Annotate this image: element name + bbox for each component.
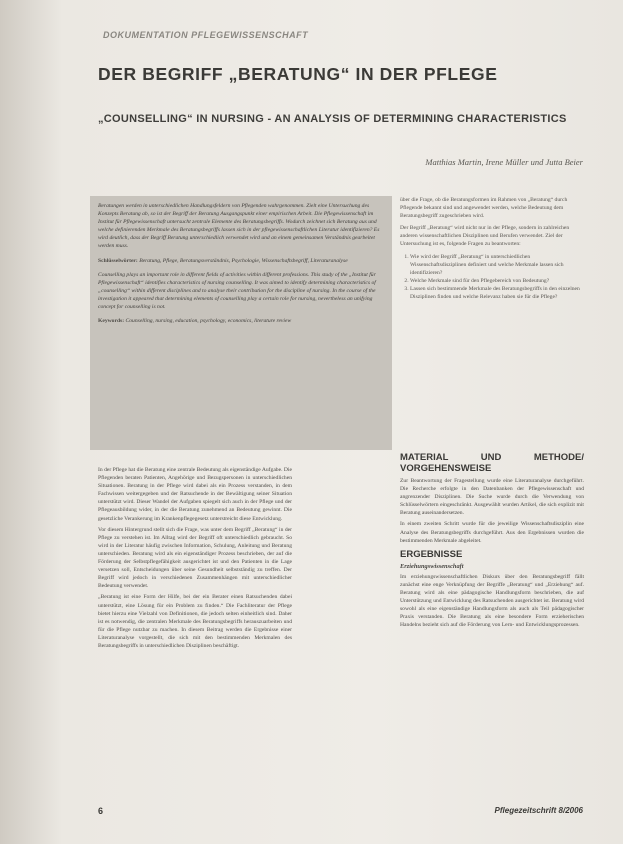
- methods-heading: MATERIAL UND METHODE/ VORGEHENSWEISE: [400, 452, 584, 474]
- keywords-english: [98, 317, 384, 325]
- abstract-english: Counselling plays an important role in different fields of activities within different professions. This study of the „Institut für Pflegewissenschaft“ identifies characteristics of nursing counselling. It was aimed to identify determining characteristics of „counselling“ within different disciplines and to analyse their contribution for the discipline of nursing. In the course of the investigation it appeared that determining elements of counselling play a certain role for nursing, nevertheless an unifying concept for counselling is not.: [98, 271, 376, 311]
- article-subtitle: „COUNSELLING“ IN NURSING - AN ANALYSIS OF DETERMINING CHARACTERISTICS: [98, 113, 567, 125]
- body-paragraph: In der Pflege hat die Beratung eine zentrale Bedeutung als eigenständige Aufgabe. Die Pflegenden beraten Patienten, Angehörige und Bezugspersonen in unterschiedlichen Situationen. Beratung in der Pflege wird dabei als ein Prozess verstanden, in dem Fachwissen weitergegeben und der Ratsuchende in der Bewältigung seiner Situation unterstützt wird. Dieser Wandel der Aufgaben spiegelt sich auch in der Pflege und der Pflegeausbildung wider, in der die Beratung zunehmend an Bedeutung gewinnt. Die gesetzliche Verankerung im Krankenpflegegesetz unterstreicht diese Entwicklung.: [98, 467, 292, 522]
- body-right-column: [400, 448, 584, 633]
- keywords-english-label: Keywords:: [98, 318, 125, 325]
- list-item: 2. Welche Merkmale sind für den Pflegebereich von Bedeutung?: [410, 277, 584, 285]
- methods-paragraph: In einem zweiten Schritt wurde für die jeweilige Wissenschaftsdisziplin eine Analyse des Beratungsbegriffs durchgeführt. Aus den Ergebnissen wurden die bestimmenden Merkmale abgeleitet.: [400, 521, 584, 544]
- keywords-english-text: Counselling, nursing, education, psychology, economics, literature review: [125, 318, 292, 325]
- intro-paragraph: Der Begriff „Beratung“ wird nicht nur in der Pflege, sondern in zahlreichen anderen wissenschaftlichen Disziplinen und Berufen verwendet. Ziel der Untersuchung ist es, folgende Fragen zu beantworten:: [400, 225, 570, 248]
- article-title: DER BEGRIFF „BERATUNG“ IN DER PFLEGE: [98, 64, 498, 84]
- body-left-column: [98, 466, 292, 653]
- body-paragraph: Vor diesem Hintergrund stellt sich die Frage, was unter dem Begriff „Beratung“ in der Pflege zu verstehen ist. Im Alltag wird der Begriff oft unterschiedlich gebraucht. So wird in der Literatur häufig zwischen Information, Schulung, Anleitung und Beratung unterschieden. Beratung wird als ein eigenständiger Prozess beschrieben, der auf die Förderung der Selbstpflegefähigkeit ausgerichtet ist und den Patienten in die Lage versetzen soll, Entscheidungen über seine Gesundheit selbstständig zu treffen. Der Begriff wird jedoch in verschiedenen Zusammenhängen mit unterschiedlicher Bedeutung verwendet.: [98, 526, 292, 590]
- keywords-german-text: Beratung, Pflege, Beratungsverständnis, Psychologie, Wissenschaftsbegriff, Literaturanalyse: [139, 257, 348, 264]
- list-item: 3. Lassen sich bestimmende Merkmale des Beratungsbegriffs in den einzelnen Disziplinen finden und welche Relevanz haben sie für die Pflege?: [410, 285, 584, 301]
- methods-paragraph: Zur Beantwortung der Fragestellung wurde eine Literaturanalyse durchgeführt. Die Recherche erfolgte in den Datenbanken der Pflegewissenschaft und angrenzender Disziplinen. Die Suche wurde durch die Verwendung von Schlüsselwörtern eingeschränkt. Ausgewählt wurden Artikel, die sich explizit mit Beratung auseinandersetzen.: [400, 478, 584, 517]
- abstract-german: Beratungen werden in unterschiedlichen Handlungsfeldern von Pflegenden wahrgenommen. Zielt eine Untersuchung des Konzepts Beratung ab, so ist der Begriff der Beratung Ausgangspunkt einer empirischen Arbeit. Die Pflegewissenschaft im Institut für Pflegewissenschaft untersucht zentrale Elemente des Beratungsbegriffs. Wodurch zeichnet sich Beratung aus und welche definierenden Merkmale des Beratungsbegriffs lassen sich in der pflegewissenschaftlichen Literatur identifizieren? Es wird deutlich, dass der Begriff Beratung unterschiedlich verwendet wird und an einem gemeinsamen Verständnis gearbeitet werden muss.: [98, 203, 380, 250]
- results-heading: ERGEBNISSE: [400, 548, 463, 560]
- results-subheading: Erziehungswissenschaft: [400, 562, 464, 570]
- results-paragraph: Im erziehungswissenschaftlichen Diskurs über den Beratungsbegriff fällt zunächst eine enge Verknüpfung der Begriffe „Beratung“ und „Erziehung“ auf. Beratung wird als eine pädagogische Handlungsform beschrieben, die auf Unterstützung und Entwicklung des Ratsuchenden ausgerichtet ist. Beratung wird sowohl als eine eigenständige Handlungsform als auch als Teil pädagogischer Praxis verstanden. Die Beratung als eine besondere Form erzieherischen Handelns bezieht sich auf die Förderung von Lern- und Entwicklungsprozessen.: [400, 573, 584, 629]
- page-number: 6: [98, 806, 104, 816]
- authors: Matthias Martin, Irene Müller und Jutta Beier: [425, 157, 583, 167]
- abstract-box: [90, 196, 392, 450]
- list-item: 1. Wie wird der Begriff „Beratung“ in unterschiedlichen Wissenschaftsdisziplinen definiert und welche Merkmale lassen sich identifizieren?: [410, 253, 584, 277]
- intro-right-column: [400, 196, 584, 301]
- journal-issue: Pflegezeitschrift 8/2006: [494, 806, 583, 815]
- body-paragraph: „Beratung ist eine Form der Hilfe, bei der ein Berater einen Ratsuchenden dabei unterstützt, eine Lösung für ein Problem zu finden.“ Die Fachliteratur der Pflege bietet hierzu eine Vielzahl von Definitionen, die jedoch selten einheitlich sind. Daher ist es notwendig, die zentralen Merkmale des Beratungsbegriffs herauszuarbeiten und für die Pflege nutzbar zu machen. In diesem Beitrag werden die Ergebnisse einer Literaturanalyse vorgestellt, die sich mit den bestimmenden Merkmalen des Beratungsbegriffs in unterschiedlichen Disziplinen beschäftigt.: [98, 594, 292, 649]
- keywords-german-label: Schlüsselwörter:: [98, 257, 138, 264]
- research-questions: [400, 253, 584, 302]
- intro-text: über die Frage, ob die Beratungsformen im Rahmen von „Beratung“ durch Pflegende bekannt sind und angewendet werden, welche Bedeutung dem Beratungsbegriff zugeschrieben wird.: [400, 197, 568, 220]
- section-kicker: DOKUMENTATION PFLEGEWISSENSCHAFT: [103, 30, 309, 40]
- keywords-german: [98, 257, 384, 265]
